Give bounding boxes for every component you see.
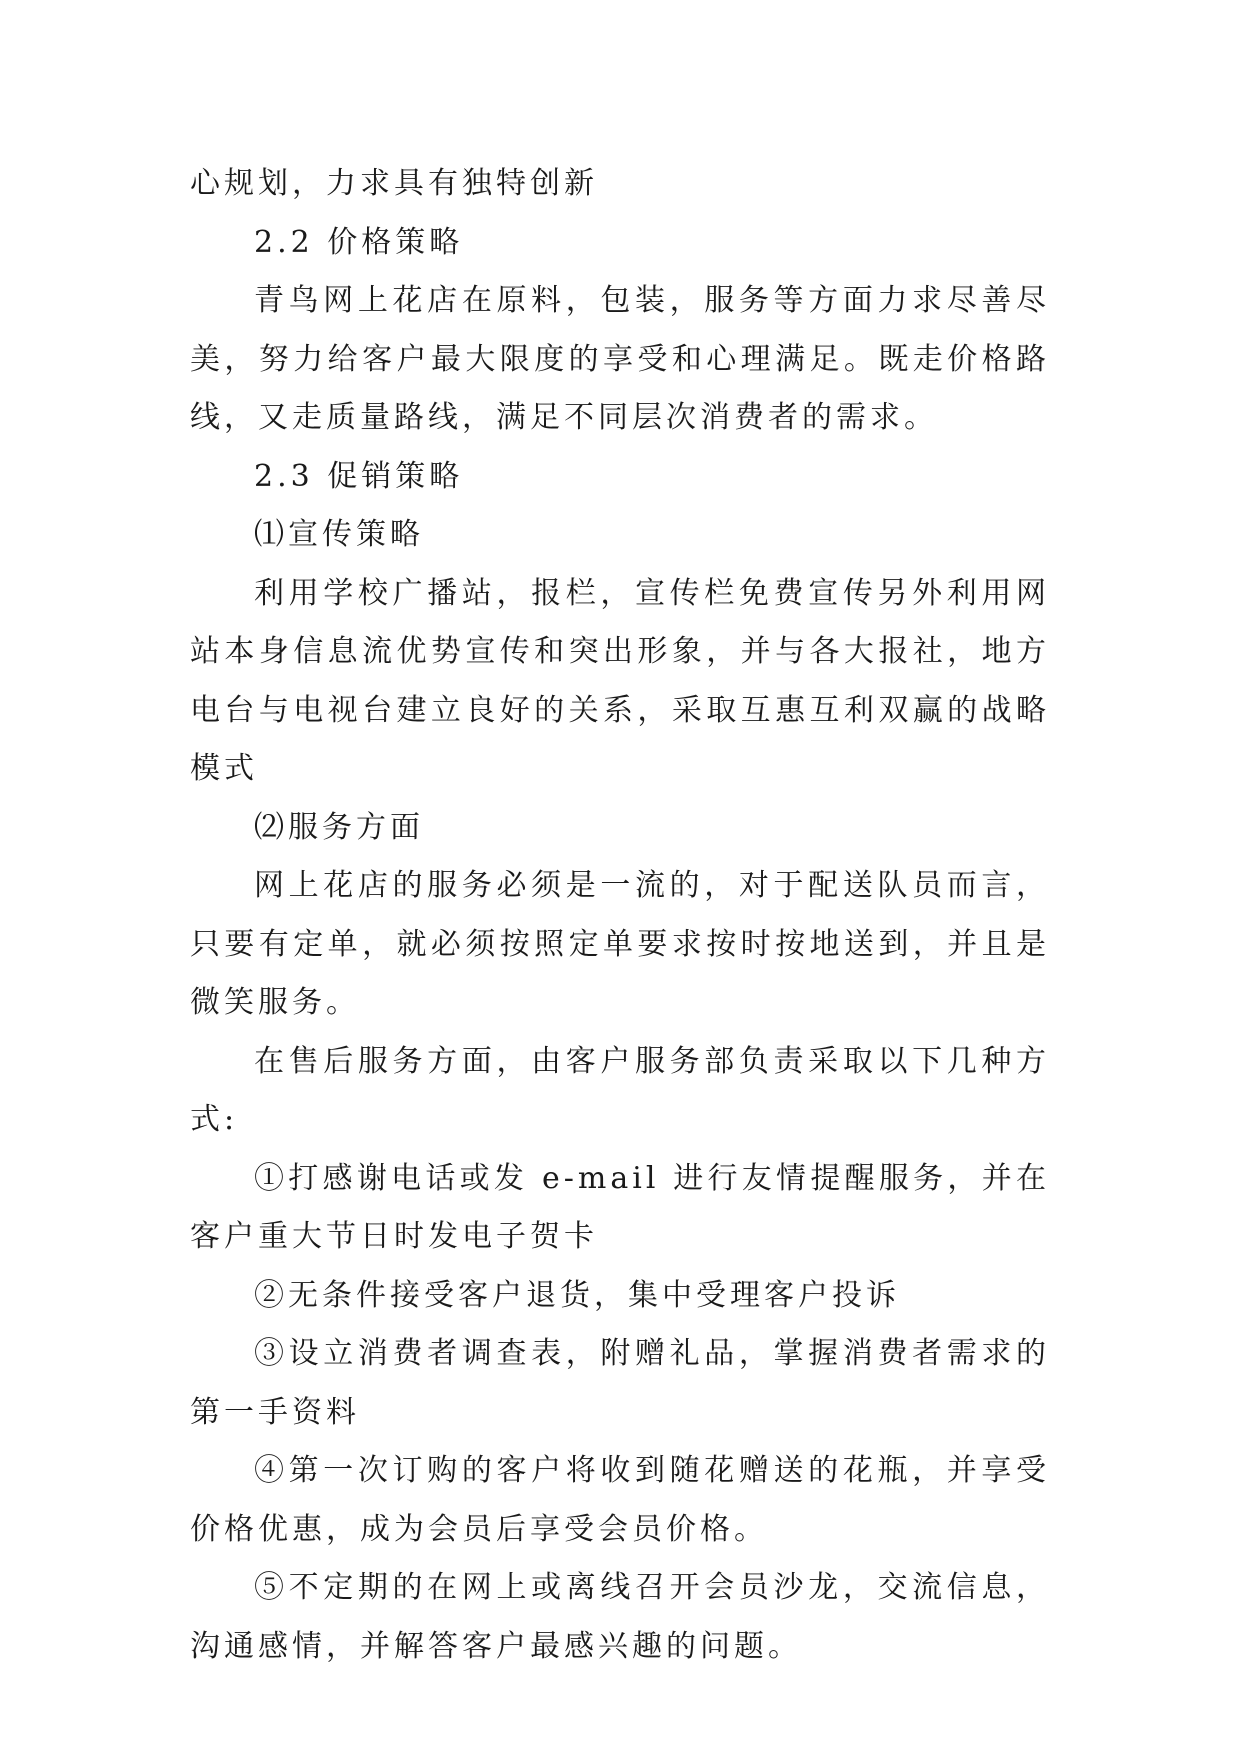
list-item-5: ⑤不定期的在网上或离线召开会员沙龙，交流信息，沟通感情，并解答客户最感兴趣的问题。 [190,1570,1050,1664]
section-heading-promotion-strategy: 2.3 促销策略 [254,458,464,494]
paragraph-after-sales: 在售后服务方面，由客户服务部负责采取以下几种方式: [190,1043,1050,1137]
list-item-2: ②无条件接受客户退货，集中受理客户投诉 [254,1277,900,1313]
list-item-3: ③设立消费者调查表，附赠礼品，掌握消费者需求的第一手资料 [190,1336,1050,1430]
paragraph-publicity: 利用学校广播站，报栏，宣传栏免费宣传另外利用网站本身信息流优势宣传和突出形象，并与各大报社，地方电台与电视台建立良好的关系，采取互惠互利双赢的战略模式 [190,575,1050,786]
subheading-service: ⑵服务方面 [254,809,424,845]
list-item-1: ①打感谢电话或发 e-mail 进行友情提醒服务，并在客户重大节日时发电子贺卡 [190,1160,1050,1254]
paragraph-continuation: 心规划，力求具有独特创新 [190,166,598,201]
paragraph-pricing: 青鸟网上花店在原料，包装，服务等方面力求尽善尽美，努力给客户最大限度的享受和心理满足。既走价格路线，又走质量路线，满足不同层次消费者的需求。 [190,283,1050,435]
subheading-publicity-strategy: ⑴宣传策略 [254,517,424,552]
list-item-4: ④第一次订购的客户将收到随花赠送的花瓶，并享受价格优惠，成为会员后享受会员价格。 [190,1453,1050,1547]
body-text [190,155,1050,1676]
paragraph-service: 网上花店的服务必须是一流的，对于配送队员而言，只要有定单，就必须按照定单要求按时按地送到，并且是微笑服务。 [190,868,1050,1020]
section-heading-pricing-strategy: 2.2 价格策略 [254,224,464,260]
